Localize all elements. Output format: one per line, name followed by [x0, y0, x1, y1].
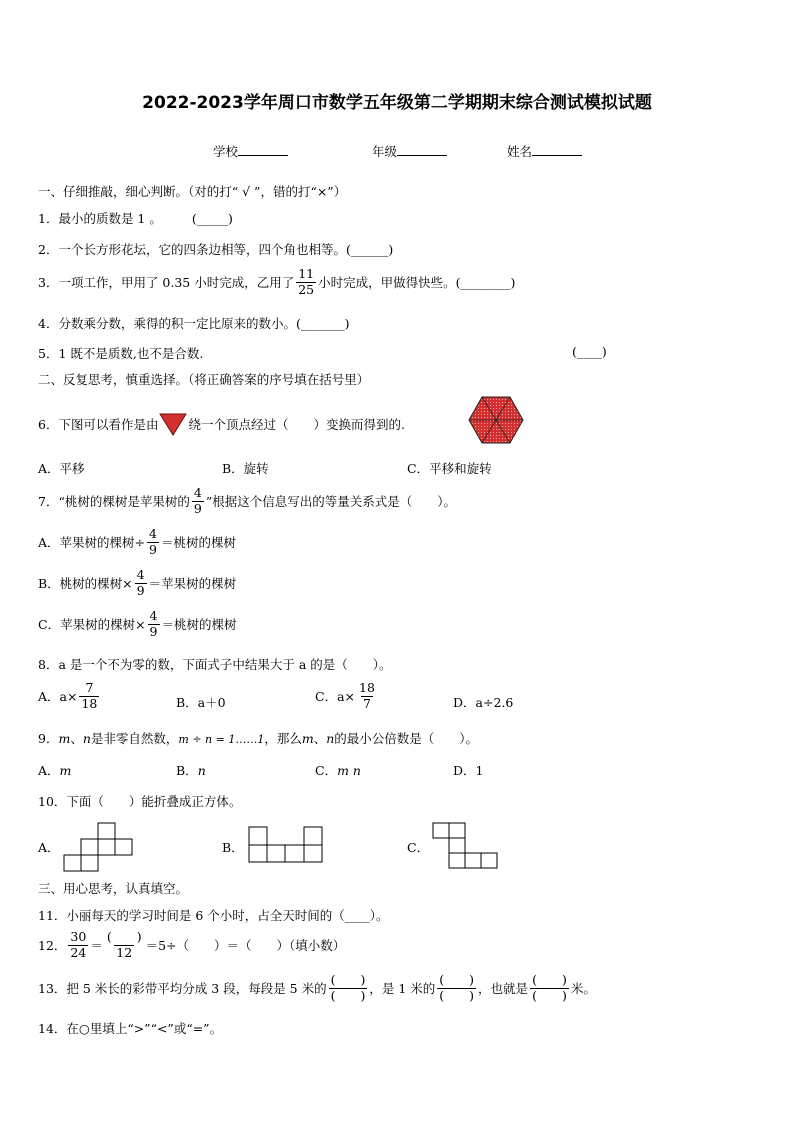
question-2: 2．一个长方形花坛，它的四条边相等，四个角也相等。(______) [38, 242, 394, 257]
answer-paren[interactable]: (____) [572, 344, 607, 359]
fraction: $\frac{4}{9}$ [136, 567, 145, 598]
name-blank[interactable] [532, 143, 582, 156]
section-1-heading: 一、仔细推敲，细心判断。（对的打“ √ ”，错的打“×”） [38, 184, 347, 199]
school-field: 学校 [213, 142, 288, 160]
name-field: 姓名 [507, 142, 582, 160]
option-c[interactable]: C． [407, 840, 430, 855]
fraction-blank[interactable]: $\frac{( )}{( )}$ [330, 972, 366, 1003]
option-d[interactable]: D．1 [453, 763, 484, 778]
fraction: $\frac{4}{9}$ [193, 485, 202, 516]
question-5: 5．1 既不是质数,也不是合数. [38, 346, 204, 361]
grade-field: 年级 [372, 142, 447, 160]
question-6: 6．下图可以看作是由 绕一个顶点经过（ ）变换而得到的. [38, 412, 405, 436]
question-8: 8．a 是一个不为零的数，下面式子中结果大于 a 的是（ ）。 [38, 657, 392, 672]
fraction-blank[interactable]: $\frac{( )}{( )}$ [532, 972, 567, 1003]
fraction[interactable]: $\frac{( )}{12}$ [106, 929, 142, 960]
option-a[interactable]: A．a× $\frac{7}{18}$ [38, 680, 98, 711]
question-3: 3．一项工作，甲用了 0.35 小时完成，乙用了 $\frac{11}{25}$ 小时完成，甲做得快些。(________) [38, 266, 516, 297]
fraction: $\frac{4}{9}$ [149, 608, 158, 639]
option-a[interactable]: A．平移 [38, 461, 85, 476]
question-12: 12． $\frac{30}{24}$ ＝ $\frac{( )}{12}$ ＝5÷（ ）＝（ ）（填小数） [38, 929, 346, 960]
question-10: 10．下面（ ）能折叠成正方体。 [38, 794, 242, 809]
option-b[interactable]: B．桃树的棵树× $\frac{4}{9}$ ＝苹果树的棵树 [38, 567, 237, 598]
section-2-heading: 二、反复思考，慎重选择。（将正确答案的序号填在括号里） [38, 372, 370, 387]
option-b[interactable]: B． [222, 840, 244, 855]
fraction: $\frac{7}{18}$ [81, 680, 98, 711]
option-c[interactable]: C．m n [315, 763, 361, 778]
school-blank[interactable] [238, 143, 288, 156]
option-a[interactable]: A． [38, 840, 60, 855]
grade-blank[interactable] [397, 143, 447, 156]
question-14: 14．在○里填上“>”“<”或“=”。 [38, 1021, 223, 1036]
question-4: 4．分数乘分数，乘得的积一定比原来的数小。(_______) [38, 316, 350, 331]
hexagon-icon [468, 395, 524, 445]
question-1: 1．最小的质数是 1 。 (_____) [38, 211, 233, 226]
cube-net-b-icon [248, 826, 324, 864]
fraction: $\frac{4}{9}$ [149, 526, 157, 557]
answer-paren[interactable]: (_____) [191, 211, 233, 226]
cube-net-c-icon [432, 822, 498, 870]
triangle-icon [158, 412, 188, 436]
fraction: $\frac{30}{24}$ [70, 929, 87, 960]
option-b[interactable]: B．n [176, 763, 206, 778]
page-title: 2022-2023学年周口市数学五年级第二学期期末综合测试模拟试题 [142, 93, 652, 113]
option-c[interactable]: C．苹果树的棵树× $\frac{4}{9}$ ＝桃树的棵树 [38, 608, 237, 639]
question-9: 9．m、n是非零自然数，m ÷ n = 1……1，那么m、n的最小公倍数是（ ）。 [38, 731, 479, 746]
section-3-heading: 三、用心思考，认真填空。 [38, 881, 189, 896]
question-11: 11．小丽每天的学习时间是 6 个小时，占全天时间的（____）。 [38, 908, 389, 923]
option-a[interactable]: A．苹果树的棵树÷ $\frac{4}{9}$ ＝桃树的棵树 [38, 526, 236, 557]
option-c[interactable]: C．平移和旋转 [407, 461, 492, 476]
cube-net-a-icon [63, 822, 135, 872]
option-c[interactable]: C．a× $\frac{18}{7}$ [315, 680, 375, 711]
question-7: 7．“桃树的棵树是苹果树的 $\frac{4}{9}$ ”根据这个信息写出的等量关系式是（ ）。 [38, 485, 456, 516]
option-b[interactable]: B．a＋0 [176, 695, 226, 710]
fraction-blank[interactable]: $\frac{( )}{( )}$ [439, 972, 475, 1003]
option-d[interactable]: D．a÷2.6 [453, 695, 514, 710]
fraction: $\frac{18}{7}$ [359, 680, 375, 711]
option-b[interactable]: B．旋转 [222, 461, 269, 476]
question-13: 13．把 5 米长的彩带平均分成 3 段，每段是 5 米的 $\frac{( )}{( )}$ ，是 1 米的 $\frac{( )}{( )}$ ，也就是 $\frac{( )}{( )}$ 米。 [38, 972, 596, 1003]
option-a[interactable]: A．m [38, 763, 72, 778]
fraction: $\frac{11}{25}$ [298, 266, 315, 297]
